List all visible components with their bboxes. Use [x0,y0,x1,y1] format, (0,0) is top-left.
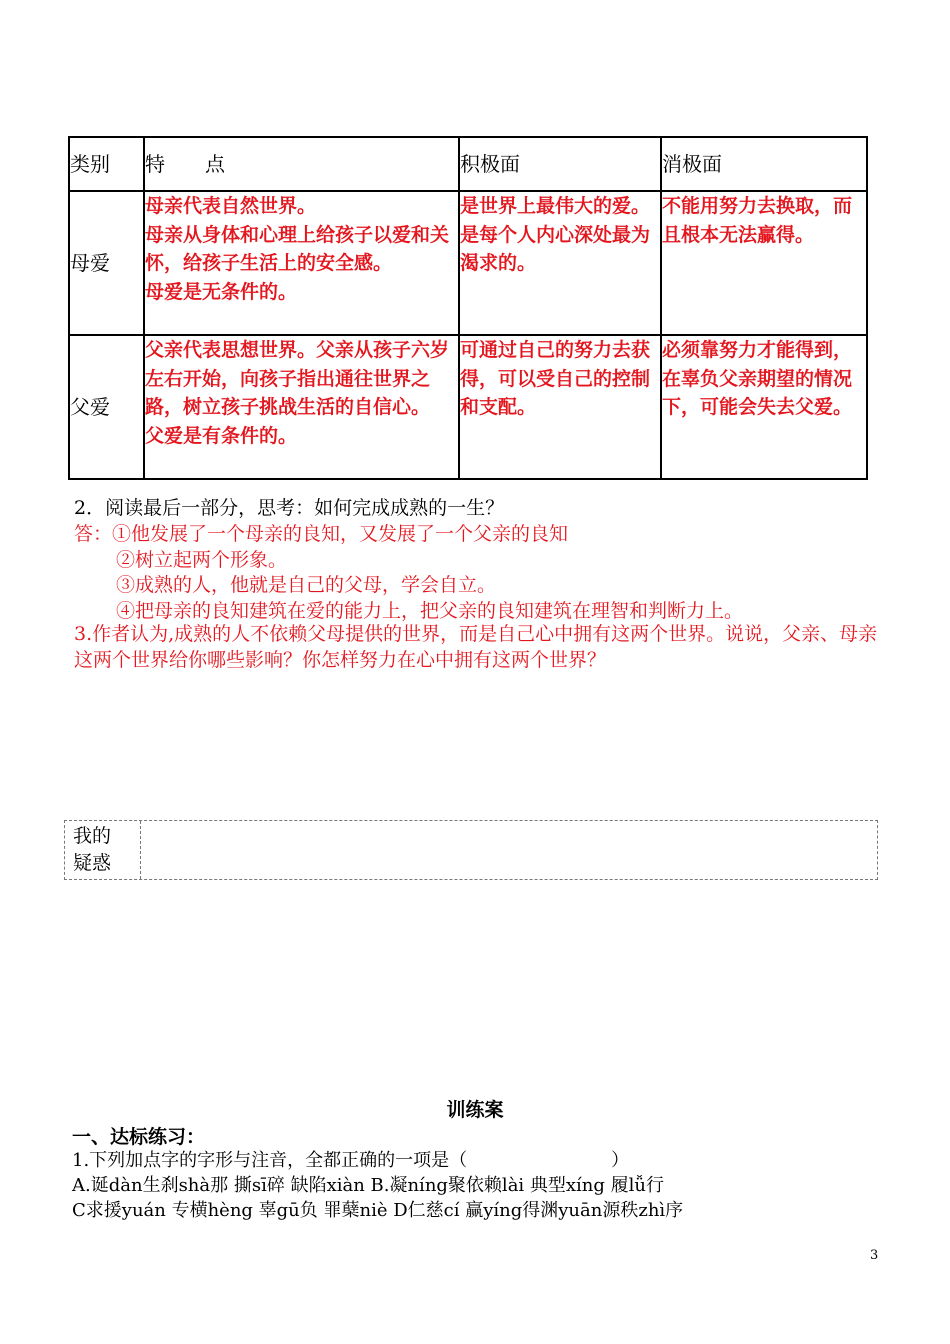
header-positive: 积极面 [459,137,661,191]
answer-line: 答：①他发展了一个母亲的良知，又发展了一个父亲的良知 [74,523,569,545]
exercise-line: A.诞dàn生刹shà那 撕sī碎 缺陷xiàn B.凝níng聚依赖lài 典型xíng 履lǚ行 [72,1175,664,1196]
row-negative: 必须靠努力才能得到，在辜负父亲期望的情况下，可能会失去父爱。 [661,335,867,479]
table-row [69,335,867,479]
doubts-label [65,821,141,879]
exercise-heading: 一、达标练习： [72,1126,206,1148]
table-row [69,191,867,335]
answer-line: ②树立起两个形象。 [116,548,288,571]
question-2: 2．阅读最后一部分，思考：如何完成成熟的一生？ [74,497,505,519]
row-category: 母爱 [69,191,144,335]
answer-line: ③成熟的人，他就是自己的父母，学会自立。 [116,574,497,596]
row-negative: 不能用努力去换取，而且根本无法赢得。 [661,191,867,335]
answer-2 [74,522,743,624]
doubts-box [64,820,878,880]
header-features: 特 点 [144,137,459,191]
exercise-line: C求援yuán 专横hèng 辜gū负 罪蘖niè D仁慈cí 赢yíng得渊yuān源秩zhì序 [72,1200,684,1221]
love-comparison-table [68,136,868,480]
section-title: 训练案 [446,1099,504,1121]
row-features [144,335,459,479]
feature-line: 父爱是有条件的。 [145,424,298,447]
row-positive: 是世界上最伟大的爱。是每个人内心深处最为渴求的。 [459,191,661,335]
row-features [144,191,459,335]
header-category: 类别 [69,137,144,191]
question-3: 3.作者认为,成熟的人不依赖父母提供的世界，而是自己心中拥有这两个世界。说说，父亲、母亲这两个世界给你哪些影响？你怎样努力在心中拥有这两个世界？ [74,623,878,671]
feature-line: 母亲从身体和心理上给孩子以爱和关怀，给孩子生活上的安全感。 [145,223,450,274]
feature-line: 父亲代表思想世界。父亲从孩子六岁左右开始，向孩子指出通往世界之路，树立孩子挑战生活的自信心。 [145,339,450,418]
row-category: 父爱 [69,335,144,479]
table-header-row [69,137,867,191]
page-number: 3 [870,1248,879,1263]
feature-line: 母爱是无条件的。 [145,280,298,303]
header-negative: 消极面 [661,137,867,191]
answer-line: ④把母亲的良知建筑在爱的能力上，把父亲的良知建筑在理智和判断力上。 [116,599,744,622]
row-positive: 可通过自己的努力去获得，可以受自己的控制和支配。 [459,335,661,479]
doubts-label-line: 疑惑 [73,852,112,874]
exercise-line: 1.下列加点字的字形与注音，全都正确的一项是（ ） [72,1150,630,1171]
feature-line: 母亲代表自然世界。 [145,195,317,217]
doubts-label-line: 我的 [73,825,112,847]
